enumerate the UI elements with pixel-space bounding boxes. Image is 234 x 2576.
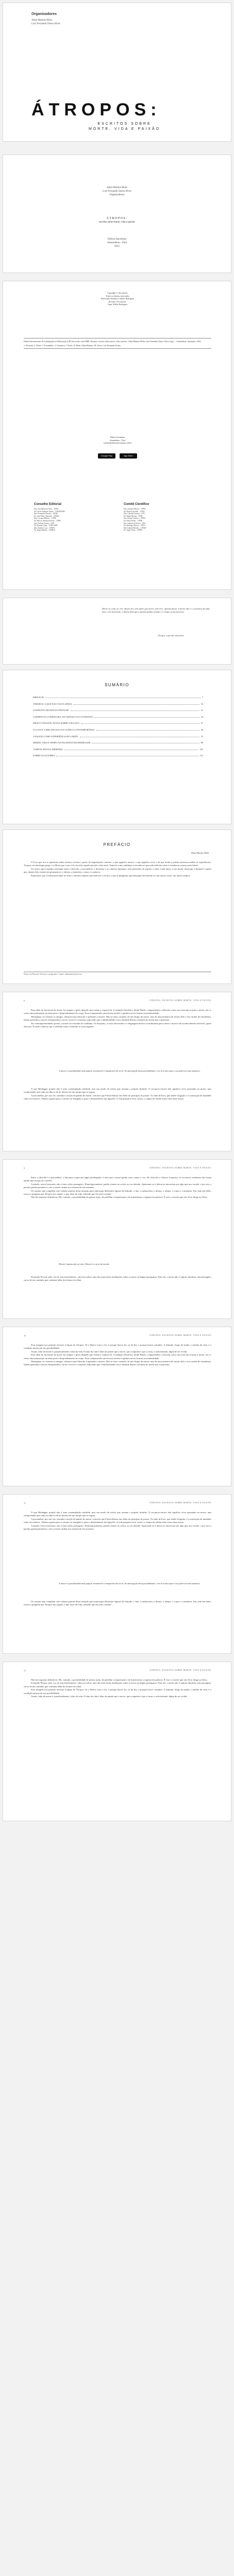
half-title-name: Luiz Fernando Zenzo Alves <box>103 190 131 193</box>
chapter-paragraph: A psicanálise, por sua vez, introduz a noção de pulsão de morte, conceito que Freud elabora em Além do princípio do prazer. Ao lado de Eros, que tende à ligação e à construção de unidades cada vez maiores, Tânatos aponta para o retorno ao inorgânico, para o desfazimento das ligações. A vida psíquica seria, assim, o campo de tensão entre essas duas forças. <box>24 1517 211 1524</box>
preface-signature: Allan Martins Mohr <box>191 852 209 854</box>
credits-publisher-line: contato@editoraitacaiunas.com.br <box>103 442 132 444</box>
running-head: ÁTROPOS: ESCRITOS SOBRE MORTE, VIDA E PAIXÃO <box>149 1502 211 1504</box>
toc-item-title: CORPOS, RITOS E MEMÓRIA <box>33 748 63 751</box>
council-member: Dra. Patrícia Gomes – USP <box>34 522 55 524</box>
epigraph-page <box>3 598 231 665</box>
chapter-body <box>24 1600 211 1607</box>
text-page <box>3 1494 231 1654</box>
preface-paragraph: Os textos aqui reunidos transitam entre a filosofia, a psicanálise, a literatura e as ciências humanas, sem pretensão de esgotar o tema. Cada autor, a seu modo, interroga a finitude e aquilo que, diante dela, insiste em permanecer: o desejo, a memória, o amor e a palavra. <box>24 867 211 874</box>
council-member: Dr. Fábio Nunes – UFPR <box>124 519 143 522</box>
chapter-paragraph: Fernando Pessoa, pela voz de seus heterônimos, ofereceu talvez uma das mais belas meditações sobre a morte na língua portuguesa. Para ele, a morte não é ruptura absoluta, mas passagem, curva de um caminho que continua além do alcance do olhar. <box>24 1276 211 1282</box>
chapter-paragraph: Os ensaios que compõem este volume partem dessa intuição para interrogar diferentes figuras da finitude: o luto, a melancolia, o desejo, o tempo, o corpo e a memória. Em cada um deles, ressoa a pergunta que Átropos nos impõe: o que fazer da vida, sabendo que ela será cortada? <box>24 1600 211 1606</box>
chapter-paragraph: Essa imagem nos permite retornar à figura de Átropos. Se a Moira corta o fio, é porque houve fio; se há fim, é porque houve caminho. A finitude, longe de anular o sentido da vida, é a condição mesma de sua possibilidade. <box>24 1688 211 1694</box>
toc-item-title: A PAIXÃO COMO EXPERIÊNCIA DO LIMITE <box>33 735 78 738</box>
cover-subtitle-line: ESCRITOS SOBRE <box>97 122 152 126</box>
chapter-paragraph: Montaigne, ao retomar os antigos, afirmava que filosofar é aprender a morrer. Não se trata, contudo, de um elogio da morte, mas de uma tentativa de retirar dela o seu caráter de estranheza. Quem aprendeu a morrer desaprendeu a servir, escreve o ensaísta, indicando que a familiaridade com a finitude liberta o homem do medo que o aprisiona. <box>24 1360 211 1366</box>
toc-item[interactable] <box>33 703 203 706</box>
chapter-body <box>24 1009 211 1028</box>
toc-item-page: 88 <box>200 741 203 744</box>
chapter-paragraph: Fernando Pessoa, pela voz de seus heterônimos, ofereceu talvez uma das mais belas meditações sobre a morte na língua portuguesa. Para ele, a morte não é ruptura absoluta, mas passagem, curva de um caminho que continua além do alcance do olhar. <box>24 1682 211 1688</box>
cover-page <box>3 3 231 142</box>
toc-item-title: O ESPANTO DIANTE DA FINITUDE <box>33 709 69 712</box>
preface-footnote: Doutor em Filosofia. Professor e pesquisador. Contato: allanmohr@email.com <box>24 972 211 976</box>
toc-item-title: PREFÁCIO <box>33 696 44 699</box>
toc-item-page: 101 <box>199 748 203 751</box>
credits-page <box>3 281 231 590</box>
toc-item-page: 10 <box>200 702 203 705</box>
chapter-paragraph: Para além do horizonte da morte, há sempre o gesto daquele que resiste a esquecê-la. A tradição filosófica, desde Platão, compreendeu o filosofar como um exercitar-se para a morte, isto é, como uma preparação da alma para o desprendimento do corpo. Essa compreensão atravessou séculos e ganhou novas formas na modernidade. <box>24 1009 211 1015</box>
cover-subtitle-line: MORTE, VIDA E PAIXÃO <box>89 127 161 131</box>
toc-page <box>3 670 231 824</box>
running-head: ÁTROPOS: ESCRITOS SOBRE MORTE, VIDA E PAIXÃO <box>149 1669 211 1671</box>
credits-line: Capa: Walter Rodrigues <box>107 303 128 306</box>
chapter-paragraph: Não há respostas definitivas. Há, contudo, a possibilidade de pensar junto, de partilhar a inquietação e de transformar o espanto em palavra. É esse o convite que este livro dirige ao leitor. <box>31 1679 208 1681</box>
council-member: Dr. Henrique Barros – UFES <box>124 524 145 527</box>
toc-leader <box>73 704 199 705</box>
page-number: 11 <box>24 1502 26 1504</box>
half-title-publisher <box>3 238 231 248</box>
cover-organizers-label: Organizadores <box>31 12 57 16</box>
council-member: Dra. Ana Maria da Silva – UFPA <box>34 508 59 510</box>
council-member: Dra. Cláudia Ferreira – UFC <box>124 513 145 515</box>
half-title-name: Allan Martins Mohr <box>106 187 128 189</box>
preface-paragraph: Esperamos que a leitura provoque no leitor o mesmo espanto que motivou a escrita, e que as perguntas aqui lançadas encontrem eco em outras vozes, em outros tempos. <box>31 874 191 877</box>
council-member: Dr. João Pedro Almeida – UFMA <box>34 515 59 517</box>
chapter-paragraph: O que Heidegger propõe não é uma contemplação mórbida, mas um modo de existir que assume a própria finitude. O ser-para-a-morte não significa viver pensando na morte, mas compreender que cada escolha se dá no interior de um tempo que se esgota. <box>24 1088 211 1094</box>
toc-leader <box>81 723 199 724</box>
credits-publisher-line: Editora Itacaiúnas <box>110 436 125 438</box>
chapter-paragraph: Entre a filosofia e a psicanálise, a literatura ocupa um lugar privilegiado: é nela que a morte ganha rosto, nome e voz. De Sófocles a Clarice Lispector, os escritores souberam dar forma àquilo que escapa ao conceito. <box>24 1176 211 1182</box>
council-member: Dr. Daniel Rocha – UNB <box>124 515 143 517</box>
text-page <box>3 1327 231 1486</box>
council-member: Dr. Marcos Antônio Pereira – UFRJ <box>34 519 61 522</box>
council-member: Dra. Luciana Ribeiro – UFPE <box>34 517 56 520</box>
cip-text: Dados Internacionais de Catalogação na Publicação (CIP) de acordo com ISBD. Átropos: escritos sobre morte, vida e paixão / Allan Martins Mohr, Luiz Fernando Zenzo Alves (org.). – Ananindeua: Itacaiúnas, 2022. <box>24 340 202 343</box>
publisher-city: Ananindeua – Pará <box>107 242 127 244</box>
toc-item[interactable] <box>33 735 203 738</box>
toc-item-title: ÁTROPOS: A QUE NÃO VOLTA ATRÁS <box>33 702 72 705</box>
chapter-body <box>24 1344 211 1367</box>
half-title-role: Organizadores <box>109 194 125 196</box>
cover-title: ÁTROPOS: <box>31 100 161 120</box>
chapter-paragraph: Montaigne, ao retomar os antigos, afirmava que filosofar é aprender a morrer. Não se trata, contudo, de um elogio da morte, mas de uma tentativa de retirar dela o seu caráter de estranheza. Quem aprendeu a morrer desaprendeu a servir, escreve o ensaísta, indicando que a familiaridade com a finitude liberta o homem do medo que o aprisiona. <box>24 1015 211 1022</box>
preface-body <box>24 861 211 877</box>
chapter-body <box>24 1088 211 1101</box>
publisher-name: Editora Itacaiúnas <box>107 238 127 241</box>
toc-item-title: MORTE, VIDA E TEMPO NA FILOSOFIA DE HEIDEGGER <box>33 741 91 744</box>
toc-item-title: SOBRE OS AUTORES <box>33 754 55 757</box>
half-title-page <box>3 155 231 273</box>
chapter-paragraph: Assim, falar da morte é, paradoxalmente, falar da vida. E falar da vida é falar da paixão que a move, que a inquieta e que a torna, a cada instante, digna de ser vivida. <box>31 1695 188 1698</box>
council-member: Dra. Elaine Cardoso – UFBA <box>124 517 146 520</box>
text-page <box>3 992 231 1151</box>
toc-item-title: A MORTE NA LITERATURA: DO TRÁGICO AO COTIDIANO <box>33 715 93 718</box>
half-title-subtitle: escritos sobre morte, vida e paixão <box>99 221 135 224</box>
chapter-paragraph: A psicanálise, por sua vez, introduz a noção de pulsão de morte, conceito que Freud elabora em Além do princípio do prazer. Ao lado de Eros, que tende à ligação e à construção de unidades cada vez maiores, Tânatos aponta para o retorno ao inorgânico, para o desfazimento das ligações. A vida psíquica seria, assim, o campo de tensão entre essas duas forças. <box>24 1094 211 1100</box>
credits-line: Todos os direitos reservados <box>106 294 129 297</box>
toc-item[interactable] <box>33 741 203 744</box>
chapter-paragraph: Os ensaios que compõem este volume partem dessa intuição para interrogar diferentes figuras da finitude: o luto, a melancolia, o desejo, o tempo, o corpo e a memória. Em cada um deles, ressoa a pergunta que Átropos nos impõe: o que fazer da vida, sabendo que ela será cortada? <box>24 1189 211 1196</box>
chapter-body <box>24 1276 211 1282</box>
cover-editor: Allan Martins Mohr <box>31 19 53 22</box>
half-title-title: ÁTROPOS: <box>106 217 128 220</box>
epigraph-source: (Átropos, a que não volta atrás) <box>158 634 184 637</box>
cover-subtitle <box>89 122 160 132</box>
google-play-badge[interactable]: Google Play <box>98 453 115 459</box>
toc-leader <box>71 710 199 711</box>
council-member: Dra. Isabela Mendes – UFAM <box>124 527 146 529</box>
council-member: Dra. Adriana Moraes – UFPA <box>124 508 146 510</box>
preface-page <box>3 829 231 984</box>
council-member: Dra. Gabriela Teixeira – UFG <box>124 522 146 524</box>
half-title-names <box>3 186 231 197</box>
toc-heading: SUMÁRIO <box>105 683 129 687</box>
toc-item[interactable] <box>33 748 203 751</box>
council-member: Dr. Ricardo Lima – UNICAMP <box>34 524 58 527</box>
publisher-year: 2022 <box>114 245 120 248</box>
text-page <box>3 1159 231 1319</box>
council-right <box>124 503 201 532</box>
epigraph-text: Morre-se como se vive. Quem vive sem saber que morre, não vive: apenas passa. A morte não é o contrário da vida, mas o seu horizonte; é diante dela que a paixão ganha sentido e o tempo se faz precioso. <box>102 607 210 613</box>
block-quote: Morrer é apenas não ser visto. Morrer é a curva da estrada. <box>59 1263 110 1265</box>
preface-heading: PREFÁCIO <box>103 842 131 847</box>
cip-box <box>24 338 211 349</box>
toc-item[interactable] <box>33 722 203 725</box>
chapter-paragraph: O que Heidegger propõe não é uma contemplação mórbida, mas um modo de existir que assume a própria finitude. O ser-para-a-morte não significa viver pensando na morte, mas compreender que cada escolha se dá no interior de um tempo que se esgota. <box>24 1511 211 1517</box>
page-number: 12 <box>24 1669 26 1672</box>
council-member: Dr. Jorge Vieira – UFRN <box>124 529 142 532</box>
toc-item-page: 21 <box>200 709 203 712</box>
toc-item-title: EROS E TÂNATOS: NOTAS SOBRE A PULSÃO <box>33 722 79 725</box>
page-number: 8 <box>24 999 25 1002</box>
council-left-heading: Conselho Editorial <box>34 503 62 506</box>
cip-detail: 1. Filosofia. 2. Morte. 3. Psicanálise. 4. Literatura. I. Título. II. Mohr, Allan Martins. III. Alves, Luiz Fernando Zenzo. <box>24 344 121 347</box>
text-page <box>3 1662 231 1821</box>
council-member: Dra. Sandra Costa – UFMG <box>34 527 55 529</box>
credits-publisher <box>24 436 211 445</box>
preface-paragraph: O livro que ora se apresenta reúne ensaios escritos a partir de inquietações comuns: o que significa morrer, o que significa viver e de que modo a paixão atravessa ambas as experiências. Átropos, na mitologia grega, é a Moira que corta o fio da vida, aquela que não volta atrás. Tomá-la como emblema é reconhecer que toda reflexão sobre a existência começa pelo limite. <box>24 861 211 867</box>
chapter-paragraph: Essa imagem nos permite retornar à figura de Átropos. Se a Moira corta o fio, é porque houve fio; se há fim, é porque houve caminho. A finitude, longe de anular o sentido da vida, é a condição mesma de sua possibilidade. <box>24 1344 211 1350</box>
council-member: Dr. Tiago Martins – UFRGS <box>34 529 55 532</box>
toc-leader <box>96 730 199 731</box>
chapter-paragraph: Para além do horizonte da morte, há sempre o gesto daquele que resiste a esquecê-la. A tradição filosófica, desde Platão, compreendeu o filosofar como um exercitar-se para a morte, isto é, como uma preparação da alma para o desprendimento do corpo. Essa compreensão atravessou séculos e ganhou novas formas na modernidade. <box>24 1353 211 1360</box>
block-quote: A morte é a possibilidade mais própria, irremissível e insuperável do ser-aí. Na antecipação dessa possibilidade, o ser-aí se abre para o seu poder-ser mais autêntico. <box>59 1070 200 1072</box>
toc-item-page: 47 <box>200 722 203 725</box>
app-store-badge[interactable]: App Store <box>120 453 137 459</box>
toc-item-page: 7 <box>202 696 203 699</box>
council-member: Dr. Carlos Eduardo Souza – UNIFESSPA <box>34 510 65 513</box>
toc-item-page: 59 <box>200 728 203 731</box>
running-head: ÁTROPOS: ESCRITOS SOBRE MORTE, VIDA E PAIXÃO <box>149 1167 211 1169</box>
council-left <box>34 503 111 532</box>
chapter-paragraph: Assim, falar da morte é, paradoxalmente, falar da vida. E falar da vida é falar da paixão que a move, que a inquieta e que a torna, a cada instante, digna de ser vivida. <box>31 1350 188 1353</box>
credits-line: Revisão: Dos autores <box>109 300 126 303</box>
toc-item[interactable] <box>33 728 203 732</box>
credits-rights <box>24 292 211 306</box>
block-quote: A morte é a possibilidade mais própria, irremissível e insuperável do ser-aí. Na antecipação dessa possibilidade, o ser-aí se abre para o seu poder-ser mais autêntico. <box>59 1582 200 1585</box>
toc-item[interactable] <box>33 709 203 712</box>
chapter-paragraph: Não há respostas definitivas. Há, contudo, a possibilidade de pensar junto, de partilhar a inquietação e de transformar o espanto em palavra. É esse o convite que este livro dirige ao leitor. <box>31 1196 208 1199</box>
toc-item[interactable] <box>33 716 203 719</box>
toc-item-page: 34 <box>200 715 203 718</box>
toc-leader <box>94 717 199 718</box>
chapter-body <box>24 1679 211 1698</box>
toc-list <box>33 696 203 761</box>
toc-item-title: O LUTO E A MELANCOLIA NA CLÍNICA CONTEMPORÂNEA <box>33 728 95 731</box>
toc-item[interactable] <box>33 696 203 699</box>
council-member: Dra. Fernanda Oliveira – UEPA <box>34 513 58 515</box>
chapter-paragraph: A paixão, nesse horizonte, não é mero afeto passageiro. Etimologicamente, paixão remete ao sofrer, ao ser afetado. Apaixonar-se é deixar-se atravessar por algo que nos excede, e por isso a paixão guarda parentesco com a morte: ambas nos retiram de nós mesmos. <box>24 1182 211 1189</box>
chapter-body <box>24 1176 211 1199</box>
council-right-heading: Comitê Científico <box>124 503 149 506</box>
credits-line: Copyright © dos autores <box>107 292 128 294</box>
running-head: ÁTROPOS: ESCRITOS SOBRE MORTE, VIDA E PAIXÃO <box>149 1334 211 1336</box>
half-title-heading <box>3 217 231 224</box>
credits-publisher-line: Ananindeua – Pará <box>109 438 126 442</box>
chapter-paragraph: A paixão, nesse horizonte, não é mero afeto passageiro. Etimologicamente, paixão remete ao sofrer, ao ser afetado. Apaixonar-se é deixar-se atravessar por algo que nos excede, e por isso a paixão guarda parentesco com a morte: ambas nos retiram de nós mesmos. <box>24 1524 211 1531</box>
page-number: 10 <box>24 1334 26 1337</box>
toc-item-page: 72 <box>200 735 203 738</box>
toc-item[interactable] <box>33 754 203 757</box>
toc-item-page: 115 <box>199 754 203 757</box>
cover-editors <box>31 19 60 26</box>
council-member: Dr. Bruno Carvalho – UFSC <box>124 510 145 513</box>
credits-line: Editoração eletrônica: Walter Rodrigues <box>101 297 135 300</box>
page-number: 9 <box>24 1167 25 1170</box>
chapter-body <box>24 1511 211 1531</box>
chapter-paragraph: Na contemporaneidade, porém, a morte foi afastada do cotidiano. Os hospitais, os ritos abreviados e a linguagem técnica contribuíram para tornar o morrer um acontecimento invisível, quase obsceno. É nesse contexto que a reflexão sobre a finitude se torna urgente. <box>24 1022 211 1028</box>
cover-editor: Luiz Fernando Zenzo Alves <box>31 23 60 25</box>
running-head: ÁTROPOS: ESCRITOS SOBRE MORTE, VIDA E PAIXÃO <box>149 999 211 1002</box>
